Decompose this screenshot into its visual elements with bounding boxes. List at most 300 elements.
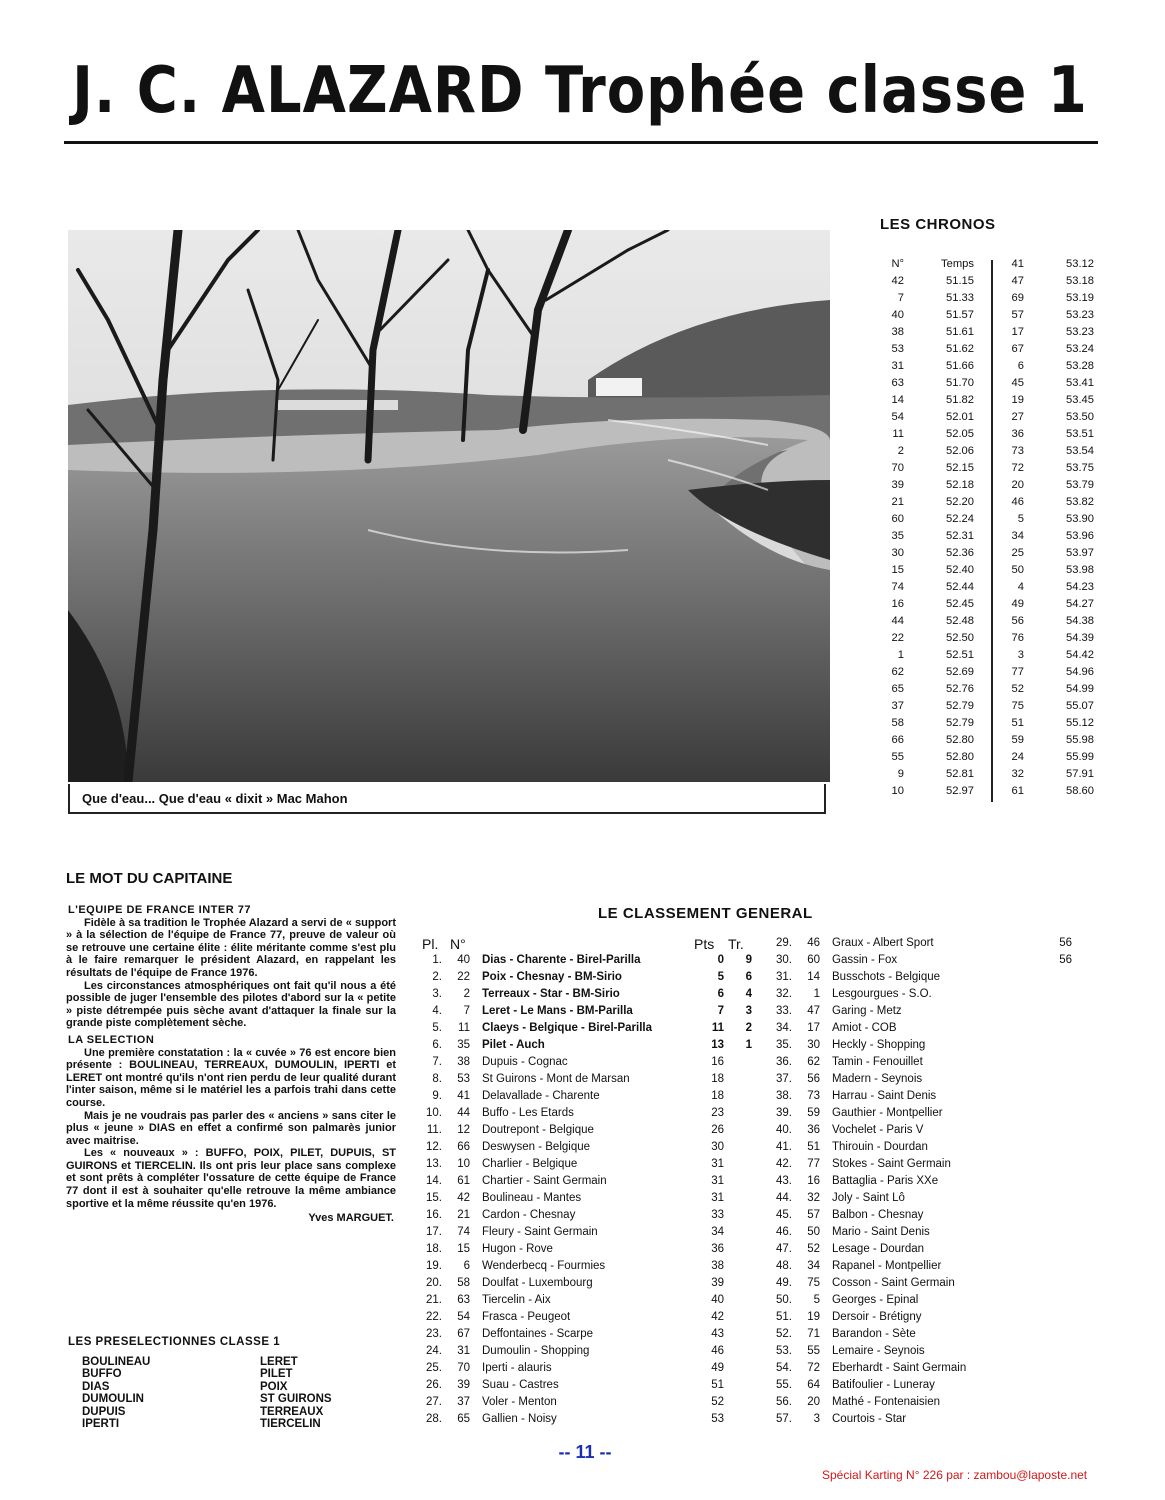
chronos-number: 65 bbox=[891, 683, 904, 695]
classement-number: 39 bbox=[457, 1379, 470, 1391]
classement-place: 25. bbox=[426, 1362, 442, 1374]
classement-driver: Madern - Seynois bbox=[832, 1073, 923, 1085]
classement-row bbox=[420, 1411, 760, 1428]
chronos-row bbox=[874, 324, 1104, 341]
classement-place: 32. bbox=[776, 988, 792, 1000]
page-title: J. C. ALAZARD Trophée classe 1 bbox=[72, 53, 1088, 128]
classement-number: 66 bbox=[457, 1141, 470, 1153]
chronos-time: 54.96 bbox=[1066, 666, 1094, 678]
classement-place: 18. bbox=[426, 1243, 442, 1255]
chronos-row bbox=[874, 715, 1104, 732]
chronos-number: 30 bbox=[891, 547, 904, 559]
classement-driver: Delavallade - Charente bbox=[482, 1090, 600, 1102]
chronos-number: 44 bbox=[891, 615, 904, 627]
classement-row bbox=[770, 1173, 1100, 1190]
classement-points: 13 bbox=[711, 1039, 724, 1051]
chronos-time: 52.18 bbox=[946, 479, 974, 491]
preselection-name: IPERTI bbox=[82, 1418, 120, 1431]
classement-row bbox=[420, 1224, 760, 1241]
preselection-row bbox=[82, 1393, 402, 1405]
classement-row bbox=[770, 1139, 1100, 1156]
classement-place: 27. bbox=[426, 1396, 442, 1408]
classement-place: 46. bbox=[776, 1226, 792, 1238]
classement-number: 30 bbox=[807, 1039, 820, 1051]
chronos-time: 55.07 bbox=[1066, 700, 1094, 712]
chronos-time: 52.20 bbox=[946, 496, 974, 508]
classement-driver: Dias - Charente - Birel-Parilla bbox=[482, 954, 641, 966]
classement-row bbox=[770, 969, 1100, 986]
classement-number: 57 bbox=[807, 1209, 820, 1221]
classement-row bbox=[420, 1054, 760, 1071]
chronos-time: 52.48 bbox=[946, 615, 974, 627]
chronos-number: 15 bbox=[891, 564, 904, 576]
classement-points: 31 bbox=[711, 1192, 724, 1204]
chronos-time: 57.91 bbox=[1066, 768, 1094, 780]
classement-number: 58 bbox=[457, 1277, 470, 1289]
chronos-number: 22 bbox=[891, 632, 904, 644]
classement-row bbox=[420, 986, 760, 1003]
classement-place: 8. bbox=[432, 1073, 442, 1085]
classement-place: 54. bbox=[776, 1362, 792, 1374]
chronos-number: 4 bbox=[1017, 581, 1024, 593]
chronos-time: 53.79 bbox=[1066, 479, 1094, 491]
classement-number: 11 bbox=[458, 1022, 470, 1034]
classement-driver: Frasca - Peugeot bbox=[482, 1311, 571, 1323]
preselection-row bbox=[82, 1368, 402, 1380]
classement-number: 21 bbox=[457, 1209, 470, 1221]
classement-place: 36. bbox=[776, 1056, 792, 1068]
classement-row bbox=[770, 1071, 1100, 1088]
classement-driver: Heckly - Shopping bbox=[832, 1039, 926, 1051]
classement-driver: Tamin - Fenouillet bbox=[832, 1056, 923, 1068]
chronos-time: 54.23 bbox=[1066, 581, 1094, 593]
chronos-number: 32 bbox=[1011, 768, 1024, 780]
classement-driver: Garing - Metz bbox=[832, 1005, 902, 1017]
classement-driver: Pilet - Auch bbox=[482, 1039, 545, 1051]
classement-place: 17. bbox=[426, 1226, 442, 1238]
chronos-time: 52.97 bbox=[946, 785, 974, 797]
chronos-number: 27 bbox=[1011, 411, 1024, 423]
classement-row bbox=[770, 1258, 1100, 1275]
classement-place: 30. bbox=[776, 954, 792, 966]
classement-place: 34. bbox=[776, 1022, 792, 1034]
classement-row bbox=[420, 1377, 760, 1394]
classement-driver: Lesage - Dourdan bbox=[832, 1243, 925, 1255]
chronos-row bbox=[874, 443, 1104, 460]
classement-points: 53 bbox=[711, 1413, 724, 1425]
classement-points: 52 bbox=[711, 1396, 724, 1408]
chronos-number: 16 bbox=[891, 598, 904, 610]
chronos-time: 53.90 bbox=[1066, 513, 1094, 525]
classement-row bbox=[770, 1326, 1100, 1343]
classement-place: 2. bbox=[432, 971, 442, 983]
classement-driver: Lemaire - Seynois bbox=[832, 1345, 925, 1357]
classement-number: 31 bbox=[457, 1345, 470, 1357]
chronos-time: 53.24 bbox=[1066, 343, 1094, 355]
classement-points: 51 bbox=[711, 1379, 724, 1391]
chronos-row bbox=[874, 783, 1104, 800]
chronos-time: 53.51 bbox=[1066, 428, 1094, 440]
classement-driver: Doulfat - Luxembourg bbox=[482, 1277, 593, 1289]
classement-place: 35. bbox=[776, 1039, 792, 1051]
chronos-row bbox=[874, 596, 1104, 613]
classement-driver: Charlier - Belgique bbox=[482, 1158, 578, 1170]
classement-place: 43. bbox=[776, 1175, 792, 1187]
classement-place: 24. bbox=[426, 1345, 442, 1357]
chronos-number: 51 bbox=[1011, 717, 1024, 729]
chronos-time: 52.15 bbox=[946, 462, 974, 474]
classement-place: 53. bbox=[776, 1345, 792, 1357]
classement-number: 53 bbox=[457, 1073, 470, 1085]
classement-points: 39 bbox=[711, 1277, 724, 1289]
chronos-header-no: N° bbox=[891, 258, 904, 270]
classement-points: 26 bbox=[711, 1124, 724, 1136]
chronos-row bbox=[874, 528, 1104, 545]
classement-place: 6. bbox=[432, 1039, 442, 1051]
chronos-number: 21 bbox=[891, 496, 904, 508]
chronos-number: 45 bbox=[1011, 377, 1024, 389]
classement-row bbox=[420, 1292, 760, 1309]
chronos-time: 53.18 bbox=[1066, 275, 1094, 287]
classement-driver: Georges - Epinal bbox=[832, 1294, 919, 1306]
chronos-number: 31 bbox=[891, 360, 904, 372]
classement-number: 46 bbox=[807, 937, 820, 949]
classement-driver: Eberhardt - Saint Germain bbox=[832, 1362, 967, 1374]
classement-driver: Mathé - Fontenaisien bbox=[832, 1396, 941, 1408]
chronos-number: 9 bbox=[897, 768, 904, 780]
classement-number: 64 bbox=[807, 1379, 820, 1391]
classement-number: 7 bbox=[463, 1005, 470, 1017]
classement-place: 45. bbox=[776, 1209, 792, 1221]
chronos-time: 51.33 bbox=[946, 292, 974, 304]
classement-row bbox=[420, 1309, 760, 1326]
classement-points: 56 bbox=[1059, 937, 1072, 949]
chronos-number: 37 bbox=[891, 700, 904, 712]
chronos-number: 55 bbox=[891, 751, 904, 763]
chronos-time: 51.15 bbox=[946, 275, 974, 287]
classement-number: 22 bbox=[457, 971, 470, 983]
chronos-row bbox=[874, 290, 1104, 307]
classement-row bbox=[770, 1309, 1100, 1326]
classement-row bbox=[770, 935, 1100, 952]
classement-driver: Thirouin - Dourdan bbox=[832, 1141, 928, 1153]
chronos-number: 6 bbox=[1017, 360, 1024, 372]
chronos-time: 52.44 bbox=[946, 581, 974, 593]
preselection-row bbox=[82, 1418, 402, 1430]
chronos-number: 58 bbox=[891, 717, 904, 729]
classement-row bbox=[770, 1088, 1100, 1105]
chronos-time: 52.69 bbox=[946, 666, 974, 678]
classement-number: 34 bbox=[807, 1260, 820, 1272]
classement-number: 17 bbox=[807, 1022, 820, 1034]
article-paragraph: Une première constatation : la « cuvée » 76 est encore bien présente : BOULINEAU, TERREAUX, DUMOULIN, IPERTI et LERET ont montré qu'ils n'ont rien perdu de leur qualité durant l'inter saison, même si le matériel les a parfois trahi dans cette course. bbox=[66, 1046, 396, 1109]
classement-driver: Gassin - Fox bbox=[832, 954, 898, 966]
classement-driver: Suau - Castres bbox=[482, 1379, 559, 1391]
classement-number: 14 bbox=[807, 971, 820, 983]
classement-row bbox=[420, 1360, 760, 1377]
classement-driver: Dersoir - Brétigny bbox=[832, 1311, 922, 1323]
classement-place: 11. bbox=[426, 1124, 442, 1136]
classement-number: 52 bbox=[807, 1243, 820, 1255]
classement-driver: Gallien - Noisy bbox=[482, 1413, 557, 1425]
classement-number: 59 bbox=[807, 1107, 820, 1119]
classement-points: 11 bbox=[711, 1022, 724, 1034]
chronos-time: 52.24 bbox=[946, 513, 974, 525]
chronos-time: 52.76 bbox=[946, 683, 974, 695]
classement-place: 10. bbox=[426, 1107, 442, 1119]
classement-driver: Courtois - Star bbox=[832, 1413, 907, 1425]
chronos-header-time: Temps bbox=[941, 258, 974, 270]
classement-place: 28. bbox=[426, 1413, 442, 1425]
classement-number: 67 bbox=[457, 1328, 470, 1340]
chronos-number: 25 bbox=[1011, 547, 1024, 559]
classement-driver: Cosson - Saint Germain bbox=[832, 1277, 955, 1289]
chronos-number: 63 bbox=[891, 377, 904, 389]
chronos-time: 52.36 bbox=[946, 547, 974, 559]
classement-number: 71 bbox=[807, 1328, 820, 1340]
classement-row bbox=[770, 1377, 1100, 1394]
classement-number: 15 bbox=[457, 1243, 470, 1255]
chronos-row bbox=[874, 545, 1104, 562]
classement-driver: Busschots - Belgique bbox=[832, 971, 941, 983]
classement-driver: Barandon - Sète bbox=[832, 1328, 916, 1340]
classement-number: 65 bbox=[457, 1413, 470, 1425]
classement-points: 5 bbox=[717, 971, 724, 983]
classement-number: 42 bbox=[457, 1192, 470, 1204]
chronos-number: 7 bbox=[897, 292, 904, 304]
chronos-number: 75 bbox=[1011, 700, 1024, 712]
chronos-header bbox=[874, 256, 1104, 273]
classement-place: 22. bbox=[426, 1311, 442, 1323]
preselection-name: BUFFO bbox=[82, 1368, 122, 1381]
chronos-row bbox=[874, 664, 1104, 681]
classement-points: 0 bbox=[717, 954, 724, 966]
chronos-row bbox=[874, 460, 1104, 477]
chronos-time: 54.39 bbox=[1066, 632, 1094, 644]
chronos-time: 53.28 bbox=[1066, 360, 1094, 372]
classement-points: 34 bbox=[711, 1226, 724, 1238]
classement-number: 77 bbox=[807, 1158, 820, 1170]
classement-number: 72 bbox=[807, 1362, 820, 1374]
classement-driver: Leret - Le Mans - BM-Parilla bbox=[482, 1005, 633, 1017]
classement-row bbox=[420, 1394, 760, 1411]
chronos-number: 62 bbox=[891, 666, 904, 678]
classement-number: 10 bbox=[457, 1158, 470, 1170]
classement-place: 47. bbox=[776, 1243, 792, 1255]
classement-trophies: 1 bbox=[745, 1039, 752, 1051]
chronos-time: 53.97 bbox=[1066, 547, 1094, 559]
chronos-number: 47 bbox=[1011, 275, 1024, 287]
classement-place: 38. bbox=[776, 1090, 792, 1102]
chronos-time: 51.57 bbox=[946, 309, 974, 321]
classement-driver: Doutrepont - Belgique bbox=[482, 1124, 594, 1136]
classement-row bbox=[770, 1241, 1100, 1258]
classement-number: 51 bbox=[807, 1141, 820, 1153]
chronos-row bbox=[874, 426, 1104, 443]
classement-right-column bbox=[770, 935, 1100, 1428]
classement-row bbox=[770, 1037, 1100, 1054]
classement-place: 16. bbox=[426, 1209, 442, 1221]
classement-number: 35 bbox=[457, 1039, 470, 1051]
classement-place: 9. bbox=[432, 1090, 442, 1102]
chronos-time: 53.45 bbox=[1066, 394, 1094, 406]
classement-place: 44. bbox=[776, 1192, 792, 1204]
classement-row bbox=[420, 1258, 760, 1275]
classement-points: 18 bbox=[711, 1090, 724, 1102]
header-trophies: Tr. bbox=[728, 936, 744, 952]
classement-row bbox=[420, 1190, 760, 1207]
classement-driver: Hugon - Rove bbox=[482, 1243, 553, 1255]
chronos-right-first-time: 53.12 bbox=[1066, 258, 1094, 270]
classement-number: 70 bbox=[457, 1362, 470, 1374]
classement-points: 7 bbox=[717, 1005, 724, 1017]
chronos-time: 55.99 bbox=[1066, 751, 1094, 763]
classement-row bbox=[770, 1122, 1100, 1139]
chronos-time: 53.82 bbox=[1066, 496, 1094, 508]
classement-driver: Joly - Saint Lô bbox=[832, 1192, 905, 1204]
classement-driver: St Guirons - Mont de Marsan bbox=[482, 1073, 630, 1085]
classement-place: 12. bbox=[426, 1141, 442, 1153]
photo-caption: Que d'eau... Que d'eau « dixit » Mac Mahon bbox=[68, 784, 826, 814]
classement-row bbox=[420, 1088, 760, 1105]
chronos-number: 40 bbox=[891, 309, 904, 321]
classement-driver: Stokes - Saint Germain bbox=[832, 1158, 951, 1170]
preselection-list bbox=[82, 1356, 402, 1430]
chronos-title: LES CHRONOS bbox=[880, 216, 996, 233]
chronos-time: 52.79 bbox=[946, 700, 974, 712]
chronos-number: 54 bbox=[891, 411, 904, 423]
classement-driver: Graux - Albert Sport bbox=[832, 937, 934, 949]
title-divider bbox=[64, 141, 1098, 144]
classement-place: 42. bbox=[776, 1158, 792, 1170]
chronos-time: 51.70 bbox=[946, 377, 974, 389]
chronos-number: 66 bbox=[891, 734, 904, 746]
preselection-name: DUPUIS bbox=[82, 1405, 126, 1418]
classement-number: 54 bbox=[457, 1311, 470, 1323]
classement-number: 44 bbox=[457, 1107, 470, 1119]
classement-row bbox=[420, 1156, 760, 1173]
classement-number: 61 bbox=[457, 1175, 470, 1187]
chronos-row bbox=[874, 341, 1104, 358]
classement-row bbox=[770, 986, 1100, 1003]
classement-row bbox=[770, 1105, 1100, 1122]
chronos-time: 54.38 bbox=[1066, 615, 1094, 627]
classement-driver: Poix - Chesnay - BM-Sirio bbox=[482, 971, 622, 983]
classement-number: 3 bbox=[813, 1413, 820, 1425]
classement-points: 36 bbox=[711, 1243, 724, 1255]
chronos-row bbox=[874, 477, 1104, 494]
chronos-row bbox=[874, 766, 1104, 783]
chronos-time: 51.61 bbox=[946, 326, 974, 338]
classement-trophies: 4 bbox=[745, 988, 752, 1000]
chronos-time: 52.45 bbox=[946, 598, 974, 610]
classement-title: LE CLASSEMENT GENERAL bbox=[598, 905, 813, 922]
classement-row bbox=[770, 1411, 1100, 1428]
classement-place: 39. bbox=[776, 1107, 792, 1119]
classement-driver: Terreaux - Star - BM-Sirio bbox=[482, 988, 620, 1000]
classement-number: 32 bbox=[807, 1192, 820, 1204]
chronos-time: 52.01 bbox=[946, 411, 974, 423]
classement-driver: Dupuis - Cognac bbox=[482, 1056, 568, 1068]
classement-place: 19. bbox=[426, 1260, 442, 1272]
classement-row bbox=[770, 1190, 1100, 1207]
chronos-time: 52.40 bbox=[946, 564, 974, 576]
classement-points: 38 bbox=[711, 1260, 724, 1272]
classement-place: 15. bbox=[426, 1192, 442, 1204]
chronos-number: 57 bbox=[1011, 309, 1024, 321]
classement-trophies: 2 bbox=[745, 1022, 752, 1034]
classement-row bbox=[770, 1394, 1100, 1411]
classement-row bbox=[420, 1207, 760, 1224]
chronos-row bbox=[874, 647, 1104, 664]
preselection-name: TERREAUX bbox=[260, 1405, 324, 1418]
classement-driver: Vochelet - Paris V bbox=[832, 1124, 924, 1136]
classement-number: 1 bbox=[813, 988, 820, 1000]
classement-left-column bbox=[420, 952, 760, 1428]
capitaine-article bbox=[66, 904, 396, 1225]
classement-points: 16 bbox=[711, 1056, 724, 1068]
chronos-time: 52.31 bbox=[946, 530, 974, 542]
classement-driver: Balbon - Chesnay bbox=[832, 1209, 924, 1221]
classement-place: 52. bbox=[776, 1328, 792, 1340]
footer-credit: Spécial Karting N° 226 par : zambou@laposte.net bbox=[822, 1468, 1088, 1482]
chronos-number: 67 bbox=[1011, 343, 1024, 355]
classement-place: 3. bbox=[432, 988, 442, 1000]
classement-place: 4. bbox=[432, 1005, 442, 1017]
chronos-time: 53.96 bbox=[1066, 530, 1094, 542]
classement-row bbox=[770, 1343, 1100, 1360]
article-paragraph: Fidèle à sa tradition le Trophée Alazard a servi de « support » à la sélection de l'équipe de France 77, preuve de valeur où se retrouve une certaine élite : élite méritante comme s'est plu à le faire remarquer le président Alazard, en rappelant les résultats de l'équipe de France 1976. bbox=[66, 916, 396, 979]
classement-number: 37 bbox=[457, 1396, 470, 1408]
preselection-title: LES PRESELECTIONNES CLASSE 1 bbox=[68, 1336, 281, 1348]
classement-place: 7. bbox=[432, 1056, 442, 1068]
chronos-table bbox=[874, 256, 1104, 800]
chronos-time: 51.62 bbox=[946, 343, 974, 355]
classement-row bbox=[770, 1003, 1100, 1020]
chronos-number: 17 bbox=[1011, 326, 1024, 338]
classement-driver: Voler - Menton bbox=[482, 1396, 557, 1408]
classement-driver: Gauthier - Montpellier bbox=[832, 1107, 943, 1119]
classement-place: 31. bbox=[776, 971, 792, 983]
classement-row bbox=[420, 1071, 760, 1088]
classement-row bbox=[770, 1292, 1100, 1309]
classement-place: 41. bbox=[776, 1141, 792, 1153]
classement-number: 56 bbox=[807, 1073, 820, 1085]
classement-driver: Wenderbecq - Fourmies bbox=[482, 1260, 606, 1272]
chronos-number: 11 bbox=[892, 428, 904, 440]
chronos-time: 53.19 bbox=[1066, 292, 1094, 304]
chronos-number: 60 bbox=[891, 513, 904, 525]
chronos-number: 74 bbox=[891, 581, 904, 593]
classement-row bbox=[420, 1139, 760, 1156]
chronos-number: 20 bbox=[1011, 479, 1024, 491]
chronos-number: 50 bbox=[1011, 564, 1024, 576]
classement-place: 26. bbox=[426, 1379, 442, 1391]
chronos-time: 51.66 bbox=[946, 360, 974, 372]
classement-place: 48. bbox=[776, 1260, 792, 1272]
classement-trophies: 6 bbox=[745, 971, 752, 983]
classement-row bbox=[770, 1224, 1100, 1241]
classement-number: 6 bbox=[463, 1260, 470, 1272]
chronos-time: 53.50 bbox=[1066, 411, 1094, 423]
classement-driver: Lesgourgues - S.O. bbox=[832, 988, 932, 1000]
chronos-number: 38 bbox=[891, 326, 904, 338]
chronos-number: 3 bbox=[1017, 649, 1024, 661]
chronos-number: 46 bbox=[1011, 496, 1024, 508]
classement-place: 14. bbox=[426, 1175, 442, 1187]
chronos-time: 53.23 bbox=[1066, 309, 1094, 321]
chronos-time: 54.42 bbox=[1066, 649, 1094, 661]
